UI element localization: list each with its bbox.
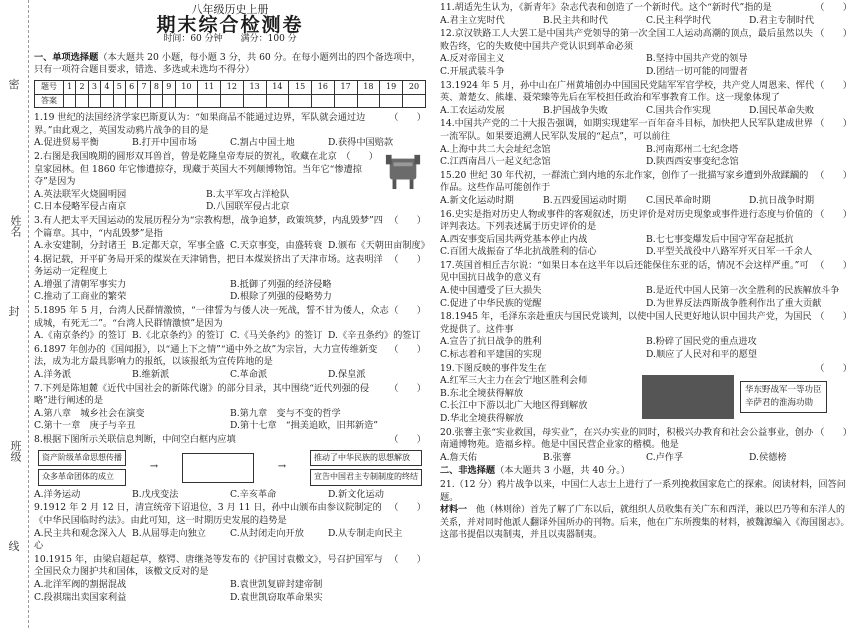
option-D[interactable]: D.国民革命失败	[749, 104, 815, 116]
question-19	[440, 363, 852, 426]
option-C[interactable]: C.割占中国土地	[230, 137, 295, 149]
option-C[interactable]: C.民主科学时代	[646, 14, 711, 26]
question-16	[440, 209, 852, 259]
question-text: 1.19 世纪的法国经济学家巴斯夏认为：“如果商品不能通过边界，军队就会通过边界。”由此观之，英国发动鸦片战争的目的是	[34, 112, 366, 136]
option-D[interactable]: D.袁世凯窃取革命果实	[230, 591, 323, 603]
option-B[interactable]: B.《北京条约》的签订	[132, 330, 225, 342]
grade-label: 八年级历史上册	[191, 3, 269, 16]
answer-cell[interactable]	[266, 94, 289, 108]
option-D[interactable]: D.保皇派	[328, 369, 366, 381]
question-stem	[34, 112, 426, 137]
option-B[interactable]: B.抵御了列强的经济侵略	[230, 278, 332, 290]
answer-cell[interactable]	[357, 94, 380, 108]
option-C[interactable]: C.江西南昌八一起义纪念馆	[440, 156, 551, 168]
answer-num: 16	[312, 80, 335, 94]
option-B[interactable]: B.从屈辱走向独立	[132, 527, 206, 539]
options	[440, 195, 852, 208]
option-A[interactable]: A.《南京条约》的签订	[34, 330, 127, 342]
answer-bracket[interactable]: （ ）	[815, 259, 852, 271]
question-text: 6.1897 年创办的《国闻报》，以“通上下之情”“通中外之故”为宗旨，大力宣传维新变法，成为北方最具影响力的报纸，以该报纸为宣传阵地的是	[34, 343, 378, 368]
answer-num: 19	[380, 80, 403, 94]
options	[34, 408, 426, 433]
question-stem	[440, 28, 852, 53]
answer-cell[interactable]	[76, 94, 88, 108]
answer-cell[interactable]	[163, 94, 175, 108]
answer-bracket[interactable]: （ ）	[341, 150, 378, 162]
answer-bracket[interactable]: （ ）	[815, 311, 852, 323]
option-A[interactable]: A.使中国遭受了巨大损失	[440, 285, 542, 297]
question-stem	[440, 80, 852, 105]
option-A[interactable]: A.西安事变后国共两党基本停止内战	[440, 233, 588, 245]
questions-left	[34, 112, 430, 604]
stele-caption	[740, 381, 827, 413]
option-D[interactable]: D.君主专制时代	[749, 14, 815, 26]
answer-cell[interactable]	[221, 94, 244, 108]
option-A[interactable]: A.工农运动发展	[440, 104, 505, 116]
answer-cell[interactable]	[125, 94, 137, 108]
option-C[interactable]: C.辛亥革命	[230, 488, 277, 500]
option-A[interactable]: A.洋务运动	[34, 488, 81, 500]
question-stem	[440, 363, 852, 376]
options	[34, 528, 426, 553]
answer-table-row1-label: 题号	[35, 80, 64, 94]
options	[440, 285, 852, 310]
answer-bracket[interactable]: （ ）	[389, 434, 426, 445]
option-C[interactable]: C.长江中下游以北广大地区得到解放	[440, 400, 588, 412]
options	[34, 330, 426, 343]
option-C[interactable]: C.日本侵略军侵占南京	[34, 201, 127, 213]
answer-cell[interactable]	[334, 94, 357, 108]
option-B[interactable]: B.袁世凯复辟封建帝制	[230, 578, 323, 590]
diagram-box: 资产阶级革命思想传播	[38, 450, 126, 467]
answer-bracket[interactable]: （ ）	[389, 253, 426, 265]
answer-cell[interactable]	[198, 94, 221, 108]
exam-meta: 时间：60 分钟 满分：100 分	[163, 34, 297, 45]
caption-line: 华东野战军一等功臣	[745, 385, 822, 396]
section2-desc: （本大题共 3 小题，共 40 分。）	[495, 465, 630, 477]
answer-bracket[interactable]: （ ）	[815, 208, 852, 220]
question-stem	[34, 383, 426, 408]
option-B[interactable]: B.戊戌变法	[132, 488, 179, 500]
question-stem	[440, 170, 852, 195]
options	[440, 53, 852, 78]
question-text: 8.根据下图所示关联信息判断，中间空白框内应填	[34, 434, 236, 445]
left-column	[34, 0, 430, 604]
material-label: 材料一	[440, 505, 468, 516]
answer-cell[interactable]	[101, 94, 113, 108]
page-title: 期末综合检测卷	[156, 13, 304, 36]
option-B[interactable]: B.粉碎了国民党的重点进攻	[646, 336, 757, 348]
answer-num: 17	[334, 80, 357, 94]
question-stem	[34, 305, 426, 330]
question-text: 13.1924 年 5 月，孙中山在广州黄埔创办中国国民党陆军军官学校，共产党人周恩来、恽代英、萧楚女、熊雄、聂荣臻等先后在军校担任政治和军事教育工作。这一现象体现了	[440, 79, 815, 104]
answer-cell[interactable]	[150, 94, 162, 108]
section1-desc: （本大题共 20 小题，每小题 3 分，共 60 分。在每小题列出的四个备选项中，只有一项符合题目要求，错选、多选或未选均不得分）	[34, 51, 421, 76]
question-stem	[440, 311, 852, 336]
question-13	[440, 80, 852, 118]
section1-header	[34, 52, 426, 77]
caption-line: 辛萨君的淮海功勋	[745, 398, 814, 409]
answer-cell[interactable]	[289, 94, 312, 108]
answer-table-row2-label: 答案	[35, 94, 64, 108]
option-B[interactable]: B.太平军攻占洋枪队	[206, 188, 290, 200]
option-D[interactable]: D.颁布《天朝田亩制度》	[328, 240, 430, 252]
option-A[interactable]: A.北洋军阀的割据混战	[34, 578, 127, 590]
option-B[interactable]: B.定都天京，军事全盛	[132, 240, 225, 252]
option-A[interactable]: A.新文化运动时期	[440, 194, 514, 206]
answer-num: 8	[150, 80, 162, 94]
option-B[interactable]: B.护国战争失败	[543, 104, 608, 116]
option-C[interactable]: C.《马关条约》的签订	[230, 330, 323, 342]
side-label-name: 姓名	[9, 215, 22, 237]
question-4	[34, 254, 426, 304]
option-B[interactable]: B.东北全境获得解放	[440, 387, 524, 399]
option-D[interactable]: D.《辛丑条约》的签订	[328, 330, 421, 342]
answer-num: 20	[403, 80, 426, 94]
answer-cell[interactable]	[88, 94, 100, 108]
answer-bracket[interactable]: （ ）	[389, 343, 426, 355]
section2-title: 二、非选择题	[440, 465, 496, 477]
option-D[interactable]: D.团结一切可能的同盟者	[646, 65, 748, 77]
question-text: 14.中国共产党的二十大报告强调，如期实现建军一百年奋斗目标，加快把人民军队建成世界一流军队。如果要追溯人民军队发展的“起点”，可以前往	[440, 118, 813, 142]
answer-bracket[interactable]: （ ）	[815, 79, 852, 91]
question-text: 4.据记载，开平矿务局开采的煤炭在天津销售，把日本煤炭挤出了天津市场。这表明洋务运动一定程度上	[34, 253, 383, 278]
answer-cell[interactable]	[380, 94, 403, 108]
question-text: 16.史实是指对历史人物或事件的客观叙述，历史评价是对历史现象或事件进行态度与价值的评判表达。下列表述属于历史评价的是	[440, 208, 813, 233]
material-text: 他（林则徐）首先了解了广东以后，就组织人员收集有关广东和西洋，兼以巴乃等和东洋人的关系，并对同时他派人翻译外国所办的刊物。后来，他在广东所搜集的材料，被魏源编入《海国图志》。这部书提倡以夷制夷，并且以夷器制夷。	[440, 505, 850, 540]
answer-num: 1	[64, 80, 76, 94]
option-B[interactable]: B.维新派	[132, 369, 170, 381]
question-8	[34, 434, 426, 501]
option-B[interactable]: B.河南郑州二七纪念塔	[646, 143, 739, 155]
option-D[interactable]: D.为世界反法西斯战争胜利作出了重大贡献	[646, 297, 822, 309]
answer-cell[interactable]	[312, 94, 335, 108]
answer-bracket[interactable]: （ ）	[389, 553, 426, 565]
option-C[interactable]: C.促进了中华民族的觉醒	[440, 297, 542, 309]
diagram-box: 宣告中国君主专制制度的终结	[310, 469, 422, 486]
question-text: 20.张謇主张“实业救国，母实业”，在兴办实业的同时，积极兴办教育和社会公益事业，创办南通博物苑。造福乡梓。他是中国民营企业家的楷模。他是	[440, 426, 814, 451]
option-D[interactable]: D.八国联军侵占北京	[206, 201, 290, 213]
option-D[interactable]: D.第十七章 “揖美追欧，旧邦新造”	[230, 420, 378, 432]
question-stem	[34, 344, 426, 369]
arrow-right-icon: →	[277, 461, 287, 473]
options	[440, 15, 852, 28]
option-D[interactable]: D.平型关战役中八路军歼灭日军一千余人	[646, 246, 813, 258]
question-stem	[34, 254, 426, 279]
option-C[interactable]: C.第十一章 庚子与辛丑	[34, 420, 136, 432]
options	[34, 579, 426, 604]
option-D[interactable]: D.获得中国赔款	[328, 137, 394, 149]
question-stem	[34, 434, 426, 447]
answer-num: 11	[198, 80, 221, 94]
relation-diagram	[38, 450, 422, 486]
options	[440, 144, 852, 169]
option-B[interactable]: B.七七事变爆发后中国守军奋起抵抗	[646, 233, 794, 245]
questions-right	[440, 2, 852, 464]
option-B[interactable]: B.打开中国市场	[132, 137, 197, 149]
option-B[interactable]: B.坚持中国共产党的领导	[646, 53, 748, 65]
option-C[interactable]: C.国民革命时期	[646, 194, 711, 206]
answer-bracket[interactable]: （ ）	[389, 112, 426, 124]
options	[34, 279, 426, 304]
question-21-stem: 21.（12 分）鸦片战争以来，中国仁人志士上进行了一系列挽救国家危亡的探索。阅读材料，回答问题。	[440, 478, 846, 503]
options	[440, 234, 852, 259]
question-21-material	[440, 504, 852, 541]
question-10	[34, 554, 426, 604]
question-text: 19.下图反映的事件发生在	[440, 362, 547, 374]
question-stem	[34, 554, 426, 579]
answer-bracket[interactable]: （ ）	[815, 426, 852, 438]
question-15	[440, 170, 852, 208]
option-D[interactable]: D.侯德榜	[749, 451, 787, 463]
question-text: 17.英国首相丘吉尔说：“如果日本在这半年以后还能保住东亚的话，情况不会这样严重。”可见中国抗日战争的意义有	[440, 259, 809, 284]
option-D[interactable]: D.从专制走向民主	[328, 527, 403, 539]
option-A[interactable]: A.民主共和观念深入人心	[34, 527, 127, 552]
answer-num: 3	[88, 80, 100, 94]
question-text: 3.有人把太平天国运动的发展历程分为“宗教构想，战争追梦，政策筑梦，内乱毁梦”四个篇章。其中，“内乱毁梦”是指	[34, 214, 383, 239]
question-text: 7.下列是陈旭麓《近代中国社会的新陈代谢》的部分目录，其中围绕“近代列强的侵略”进行阐述的是	[34, 382, 370, 407]
question-14	[440, 118, 852, 168]
answer-num: 13	[243, 80, 266, 94]
options	[440, 336, 852, 361]
answer-num: 5	[113, 80, 125, 94]
question-text: 18.1945 年，毛泽东亲赴重庆与国民党谈判，以使中国人民更好地认识中国共产党，为国民党提供了。这件事	[440, 311, 812, 335]
question-1	[34, 112, 426, 150]
answer-cell[interactable]	[175, 94, 198, 108]
answer-bracket[interactable]: （ ）	[815, 2, 852, 13]
option-D[interactable]: D.抗日战争时期	[749, 194, 815, 206]
stele-photo	[642, 375, 734, 419]
side-label-feng: 封	[8, 305, 20, 318]
question-text: 5.1895 年 5 月，台湾人民群情激愤，“一律誓为与倭人决一死战，誓不甘为倭人，众志成城，有死无二”。“台湾人民群情激愤”是因为	[34, 305, 389, 329]
answer-bracket[interactable]: （ ）	[389, 502, 426, 514]
option-A[interactable]: A.永安建制，分封诸王	[34, 240, 127, 252]
option-D[interactable]: D.顺应了人民对和平的愿望	[646, 349, 758, 361]
answer-num: 2	[76, 80, 88, 94]
options	[34, 489, 426, 502]
question-9	[34, 502, 426, 552]
option-A[interactable]: A.君主立宪时代	[440, 14, 505, 26]
question-text: 9.1912 年 2 月 12 日，清宣统帝下诏退位，3 月 11 日，孙中山颁布由参议院制定的《中华民国临时约法》。由此可知，这一时期历史发展的趋势是	[34, 502, 382, 526]
blank-box	[182, 453, 254, 483]
options	[34, 369, 426, 382]
option-C[interactable]: C.革命派	[230, 369, 268, 381]
options	[34, 137, 426, 150]
option-D[interactable]: D.根除了列强的侵略势力	[230, 291, 332, 303]
option-A[interactable]: A.第八章 城乡社会在演变	[34, 407, 145, 419]
question-stem	[34, 215, 426, 240]
side-label-mi: 密	[8, 78, 20, 91]
question-5	[34, 305, 426, 343]
question-stem	[440, 2, 852, 15]
option-C[interactable]: C.推动了工商业的繁荣	[34, 291, 127, 303]
option-A[interactable]: A.促进贸易平衡	[34, 137, 99, 149]
options	[440, 452, 852, 465]
option-D[interactable]: D.华北全境获得解放	[440, 413, 524, 424]
answer-num: 12	[221, 80, 244, 94]
question-text: 12.京汉铁路工人大罢工是中国共产党领导的第一次全国工人运动高潮的顶点，最后虽然以失败告终，它的失败使中国共产党认识到革命必须	[440, 28, 813, 52]
question-6	[34, 344, 426, 382]
option-B[interactable]: B.民主共和时代	[543, 14, 608, 26]
option-C[interactable]: C.百团大战振奋了华北抗战胜利的信心	[440, 246, 597, 258]
side-label-xian: 线	[8, 540, 20, 553]
option-A[interactable]: A.上海中共二大会址纪念馆	[440, 143, 551, 155]
answer-num: 4	[101, 80, 113, 94]
question-12	[440, 28, 852, 78]
option-C[interactable]: C.开展武装斗争	[440, 65, 505, 77]
answer-cell[interactable]	[138, 94, 150, 108]
option-C[interactable]: C.段祺瑞出卖国家利益	[34, 591, 127, 603]
option-B[interactable]: B.是近代中国人民第一次全胜利的民族解放斗争	[646, 285, 840, 297]
answer-table	[34, 80, 426, 108]
answer-num: 14	[266, 80, 289, 94]
answer-bracket[interactable]: （ ）	[389, 214, 426, 226]
answer-cell[interactable]	[403, 94, 426, 108]
question-text: 2.右图是我国晚期的圆形双耳兽首，曾是乾隆皇帝寿辰的贺礼，收藏在北京皇家园林。但 1860 年它惨遭掠夺，现藏于英国大不列颠博物馆。当年它“惨遭掠夺”是因为	[34, 150, 362, 188]
answer-cell[interactable]	[113, 94, 125, 108]
question-18	[440, 311, 852, 361]
answer-num: 15	[289, 80, 312, 94]
section1-title: 一、单项选择题	[34, 51, 99, 63]
option-A[interactable]: A.红军三大主力在会宁地区胜利会师	[440, 375, 588, 387]
question-20	[440, 427, 852, 465]
question-2	[34, 151, 426, 214]
option-A[interactable]: A.洋务派	[34, 369, 72, 381]
option-A[interactable]: A.宣告了抗日战争的胜利	[440, 336, 542, 348]
answer-bracket[interactable]: （ ）	[815, 118, 852, 130]
answer-num: 6	[125, 80, 137, 94]
bronze-vessel-image	[384, 151, 422, 191]
question-text: 11.胡适先生认为，《新青年》杂志代表和创造了一个新时代。这个“新时代”指的是	[440, 2, 772, 13]
answer-num: 18	[357, 80, 380, 94]
question-17	[440, 260, 852, 310]
answer-bracket[interactable]: （ ）	[389, 305, 426, 317]
question-stem	[34, 502, 426, 527]
option-C[interactable]: C.天京事变，由盛转衰	[230, 240, 323, 252]
question-stem	[34, 151, 426, 189]
section2-header	[440, 465, 852, 478]
binding-margin	[0, 0, 29, 628]
answer-bracket[interactable]: （ ）	[389, 382, 426, 394]
question-stem	[440, 260, 852, 285]
answer-bracket[interactable]: （ ）	[815, 169, 852, 181]
option-C[interactable]: C.标志着和平建国的实现	[440, 349, 542, 361]
option-C[interactable]: C.国共合作实现	[646, 104, 711, 116]
question-text: 15.20 世纪 30 年代初，一群流亡到内地的东北作家，创作了一批描写家乡遭到外敌蹂躏的作品。这些作品可能创作于	[440, 169, 809, 194]
option-D[interactable]: D.陕西西安事变纪念馆	[646, 156, 739, 168]
answer-cell[interactable]	[243, 94, 266, 108]
question-stem	[440, 427, 852, 452]
question-3	[34, 214, 430, 253]
option-A[interactable]: A.反对帝国主义	[440, 53, 505, 65]
side-label-class: 班级	[9, 440, 22, 462]
option-B[interactable]: B.五四爱国运动时期	[543, 194, 627, 206]
answer-num: 7	[138, 80, 150, 94]
options	[34, 189, 378, 214]
option-A[interactable]: A.增强了清朝军事实力	[34, 278, 127, 290]
answer-cell[interactable]	[64, 94, 76, 108]
question-7	[34, 383, 426, 433]
answer-bracket[interactable]: （ ）	[815, 362, 852, 374]
right-column	[440, 0, 852, 541]
stele-figure	[642, 375, 852, 419]
question-stem	[440, 118, 852, 143]
question-11	[440, 2, 852, 27]
diagram-box: 众多革命团体的成立	[38, 469, 126, 486]
answer-num: 10	[175, 80, 198, 94]
option-C[interactable]: C.卢作孚	[646, 451, 684, 463]
options	[440, 105, 852, 118]
question-text: 10.1915 年，由梁启超起草，蔡锷、唐继尧等发布的《护国讨袁檄文》，号召护国军与全国民众力图护共和国体，该檄文反对的是	[34, 553, 383, 578]
diagram-box: 推动了中华民族的思想解放	[310, 450, 422, 467]
arrow-right-icon: →	[149, 461, 159, 473]
option-C[interactable]: C.从封闭走向开放	[230, 527, 304, 539]
answer-num: 9	[163, 80, 175, 94]
answer-bracket[interactable]: （ ）	[815, 28, 852, 40]
option-D[interactable]: D.新文化运动	[328, 488, 384, 500]
option-B[interactable]: B.第九章 变与不变的哲学	[230, 407, 341, 419]
option-B[interactable]: B.张謇	[543, 451, 572, 463]
question-stem	[440, 209, 852, 234]
option-A[interactable]: A.詹天佑	[440, 451, 478, 463]
options	[34, 240, 430, 253]
option-A[interactable]: A.英法联军火烧圆明园	[34, 188, 127, 200]
